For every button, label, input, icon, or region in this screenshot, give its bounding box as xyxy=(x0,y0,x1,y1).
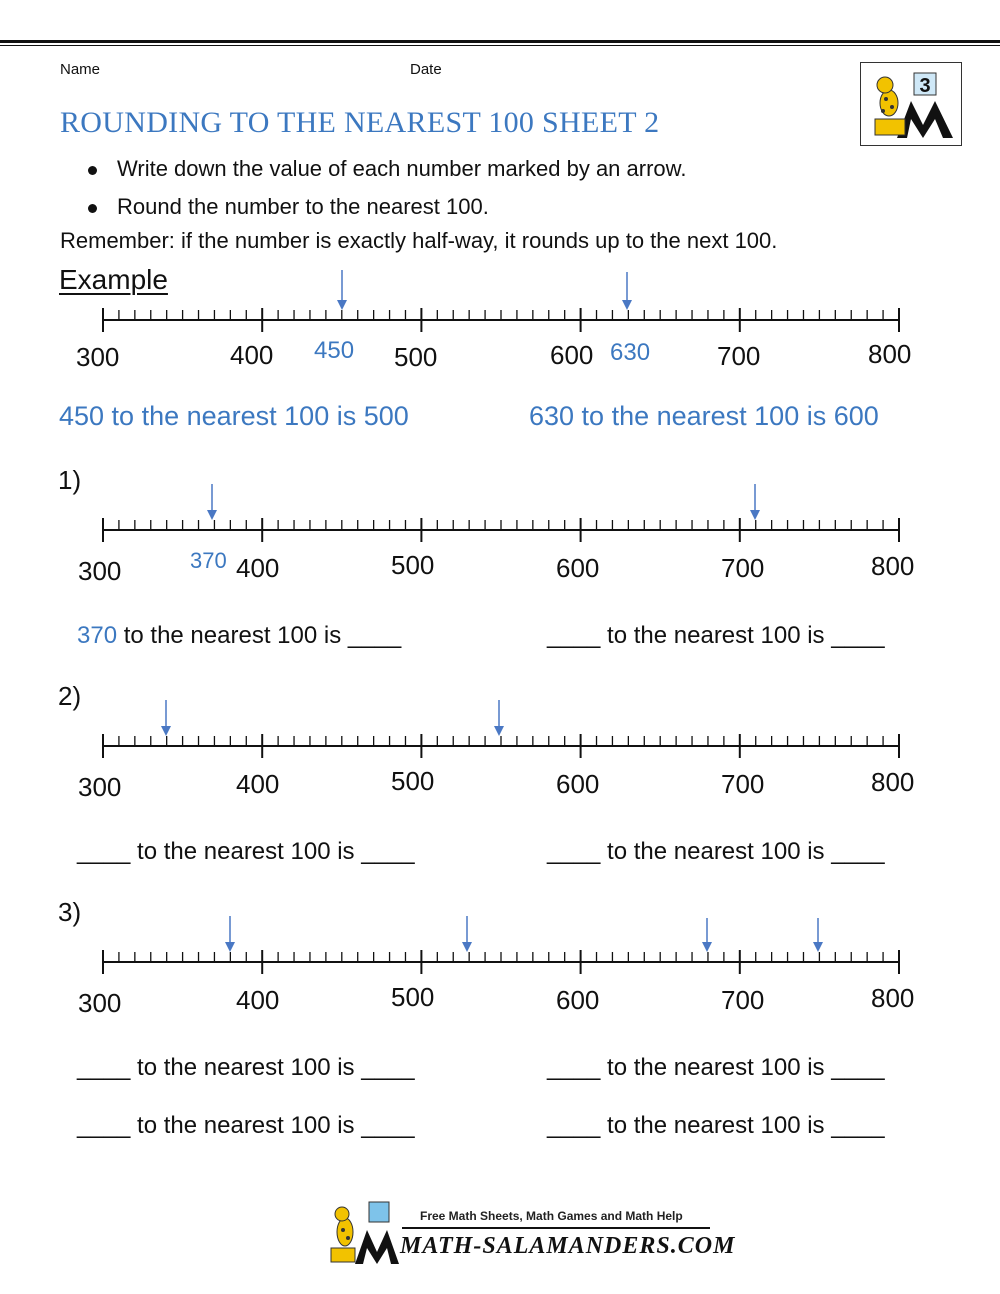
arrow-head-icon xyxy=(494,726,504,736)
instruction-list xyxy=(88,150,686,226)
question-number: 3) xyxy=(58,897,82,927)
arrow-head-icon xyxy=(813,942,823,952)
tick-label: 700 xyxy=(717,341,761,371)
example-heading: Example xyxy=(59,264,168,295)
example-result: 630 to the nearest 100 is 600 xyxy=(529,401,879,431)
tick-label: 400 xyxy=(236,769,280,799)
answer-line: ____ to the nearest 100 is ____ xyxy=(547,1112,885,1139)
tick-label: 300 xyxy=(78,772,122,802)
answer-line: ____ to the nearest 100 is ____ xyxy=(77,838,415,865)
page-title: ROUNDING TO THE NEAREST 100 SHEET 2 xyxy=(60,106,660,139)
arrow-head-icon xyxy=(337,300,347,310)
salamander-logo xyxy=(860,62,962,146)
arrow-head-icon xyxy=(750,510,760,520)
tick-label: 300 xyxy=(78,988,122,1018)
date-label: Date xyxy=(410,61,442,78)
marked-value: 630 xyxy=(610,339,651,366)
arrow-head-icon xyxy=(622,300,632,310)
tick-label: 500 xyxy=(391,550,435,580)
arrow-head-icon xyxy=(207,510,217,520)
footer-rule xyxy=(402,1227,710,1229)
question-1-number-line xyxy=(0,470,1000,570)
tick-label: 500 xyxy=(391,766,435,796)
footer-site: MATH-SALAMANDERS.COM xyxy=(400,1233,736,1259)
answer-line: 370 to the nearest 100 is ____ xyxy=(77,622,402,649)
remember-note: Remember: if the number is exactly half-way, it rounds up to the next 100. xyxy=(60,228,778,253)
example-number-line xyxy=(0,260,1000,380)
instruction-item: Round the number to the nearest 100. xyxy=(88,188,686,226)
logo-grade-number: 3 xyxy=(919,75,931,97)
arrow-head-icon xyxy=(702,942,712,952)
top-rule xyxy=(0,40,1000,43)
instruction-item: Write down the value of each number marked by an arrow. xyxy=(88,150,686,188)
tick-label: 500 xyxy=(394,342,438,372)
bullet-icon xyxy=(88,166,97,175)
question-2-number-line xyxy=(0,686,1000,786)
tick-label: 800 xyxy=(868,339,912,369)
tick-label: 800 xyxy=(871,551,915,581)
tick-label: 400 xyxy=(236,985,280,1015)
arrow-head-icon xyxy=(161,726,171,736)
tick-label: 400 xyxy=(230,340,274,370)
tick-label: 300 xyxy=(76,342,120,372)
footer-tagline: Free Math Sheets, Math Games and Math Help xyxy=(420,1209,683,1223)
answer-line: ____ to the nearest 100 is ____ xyxy=(77,1112,415,1139)
top-rule-thin xyxy=(0,45,1000,46)
answer-line: ____ to the nearest 100 is ____ xyxy=(547,1054,885,1081)
answer-line: ____ to the nearest 100 is ____ xyxy=(547,622,885,649)
answer-line: ____ to the nearest 100 is ____ xyxy=(77,1054,415,1081)
tick-label: 600 xyxy=(556,985,600,1015)
question-number: 1) xyxy=(58,465,82,495)
tick-label: 600 xyxy=(550,340,594,370)
arrow-head-icon xyxy=(462,942,472,952)
tick-label: 300 xyxy=(78,556,122,586)
name-label: Name xyxy=(60,61,101,78)
tick-label: 600 xyxy=(556,553,600,583)
tick-label: 500 xyxy=(391,982,435,1012)
question-3-number-line xyxy=(0,902,1000,1002)
bullet-icon xyxy=(88,204,97,213)
footer-salamander-logo xyxy=(325,1200,400,1268)
answer-line: ____ to the nearest 100 is ____ xyxy=(547,838,885,865)
tick-label: 600 xyxy=(556,769,600,799)
marked-value: 370 xyxy=(190,548,227,573)
tick-label: 800 xyxy=(871,767,915,797)
example-result: 450 to the nearest 100 is 500 xyxy=(59,401,409,431)
tick-label: 700 xyxy=(721,769,765,799)
arrow-head-icon xyxy=(225,942,235,952)
tick-label: 800 xyxy=(871,983,915,1013)
question-number: 2) xyxy=(58,681,82,711)
tick-label: 400 xyxy=(236,553,280,583)
tick-label: 700 xyxy=(721,553,765,583)
tick-label: 700 xyxy=(721,985,765,1015)
marked-value: 450 xyxy=(314,337,355,364)
